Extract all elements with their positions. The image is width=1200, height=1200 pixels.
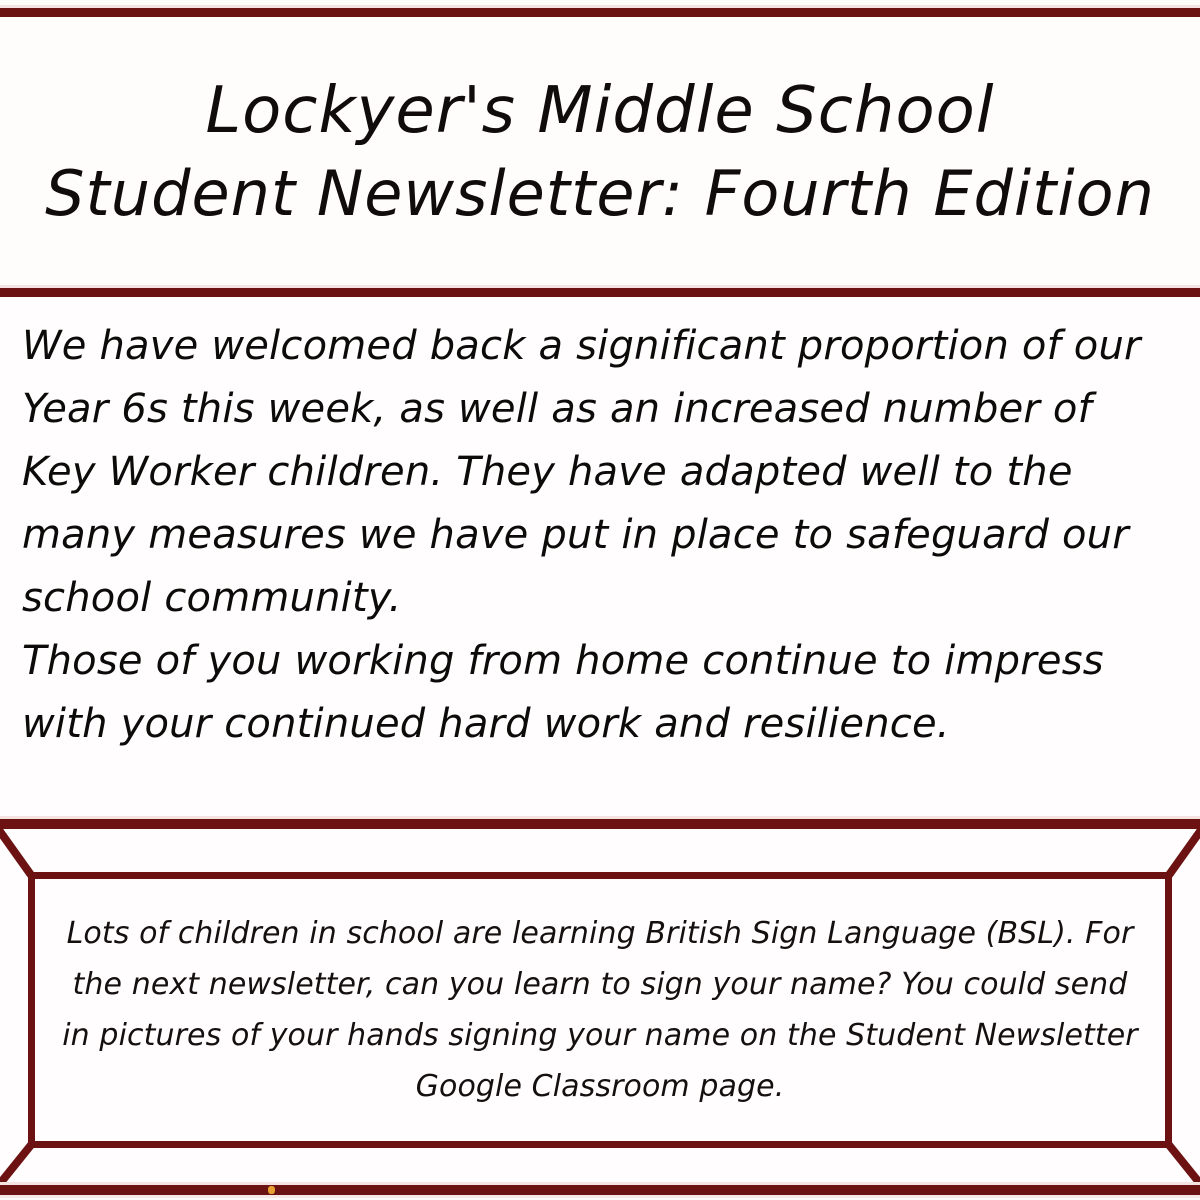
callout-frame [0, 829, 1200, 1185]
body-paragraph: We have welcomed back a significant proportion of our Year 6s this week, as well as an increased number of Key Worker children. They have adapted well to the many measures we have put in place to safeguard our school community. [22, 323, 1141, 621]
border-speck-artifact [268, 1186, 275, 1194]
callout-inner-box [28, 872, 1172, 1148]
body-divider [0, 819, 1200, 829]
body-paragraph: Those of you working from home continue to impress with your continued hard work and resilience. [22, 638, 1104, 747]
newsletter-body [0, 297, 1200, 819]
page-top-border [0, 8, 1200, 17]
newsletter-subtitle: Student Newsletter: Fourth Edition [45, 156, 1155, 230]
page-title: Lockyer's Middle School [205, 73, 995, 148]
page-bottom-border [0, 1185, 1200, 1195]
callout-text: Lots of children in school are learning British Sign Language (BSL). For the next newsletter, can you learn to sign your name? You could send in pictures of your hands signing your name on the Student Newsletter Google Classroom page. [62, 916, 1138, 1104]
header-divider [0, 288, 1200, 297]
newsletter-header [0, 17, 1200, 288]
